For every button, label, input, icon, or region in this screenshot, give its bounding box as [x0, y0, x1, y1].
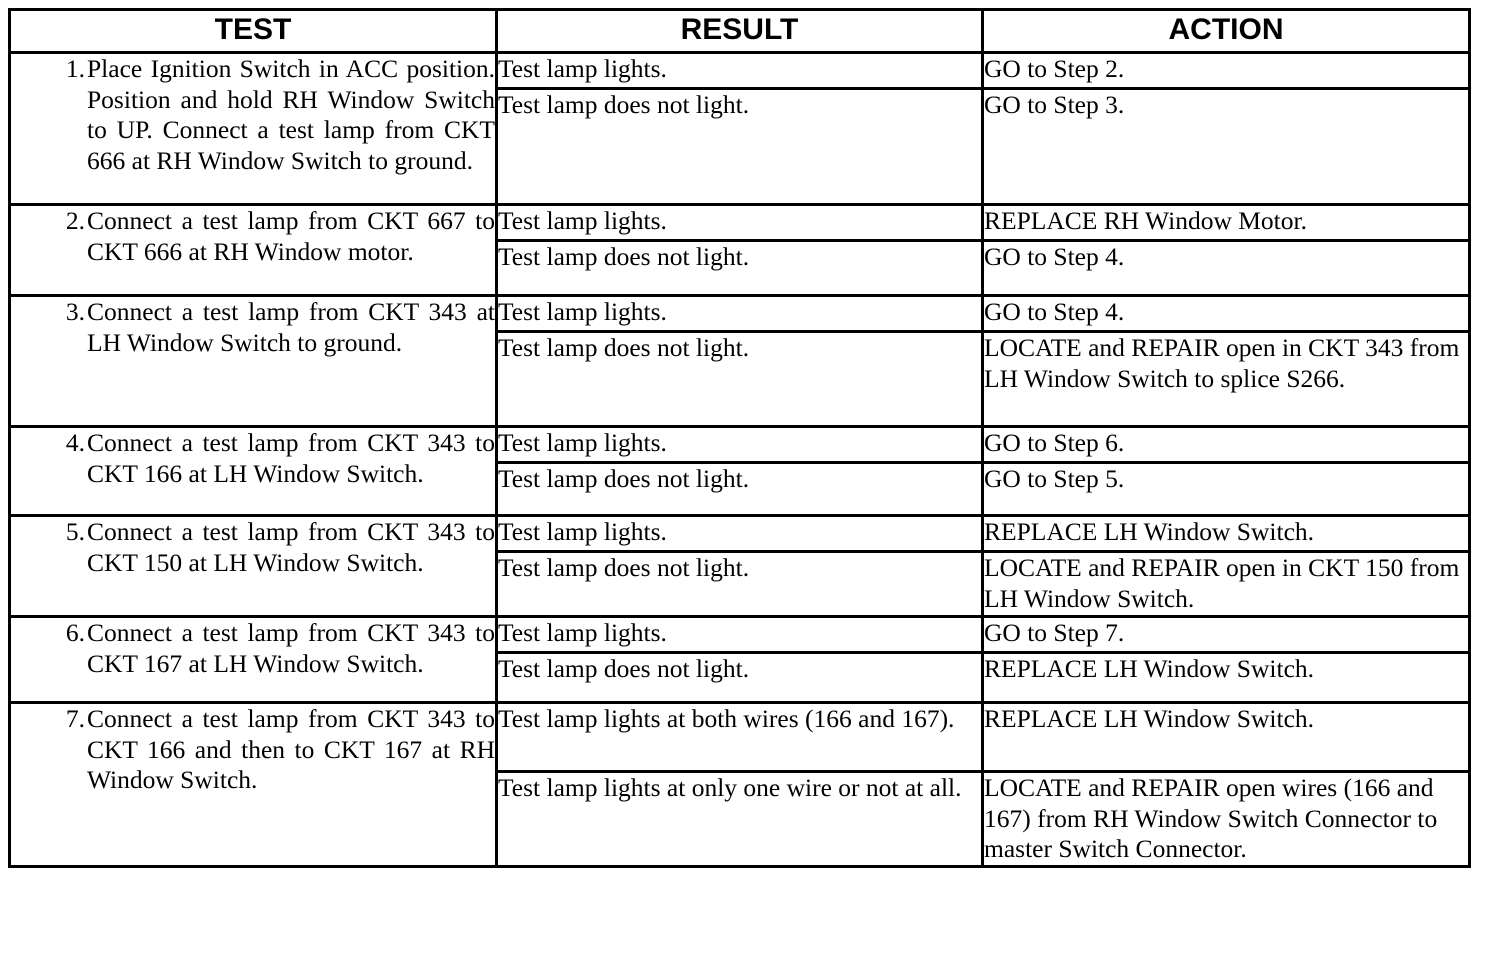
step-number: 7. — [65, 704, 85, 733]
test-cell — [10, 703, 497, 867]
result-cell: Test lamp lights at only one wire or not at all. — [497, 772, 983, 867]
test-cell — [10, 516, 497, 617]
action-cell: GO to Step 2. — [983, 53, 1470, 89]
action-cell: GO to Step 6. — [983, 427, 1470, 463]
table-row — [10, 516, 1470, 552]
action-cell: REPLACE LH Window Switch. — [983, 653, 1470, 703]
result-cell: Test lamp lights. — [497, 617, 983, 653]
result-cell: Test lamp lights at both wires (166 and 167). — [497, 703, 983, 772]
action-cell: LOCATE and REPAIR open in CKT 343 from LH Window Switch to splice S266. — [983, 332, 1470, 427]
action-cell: LOCATE and REPAIR open wires (166 and 167) from RH Window Switch Connector to master Switch Connector. — [983, 772, 1470, 867]
table-row — [10, 427, 1470, 463]
action-cell: GO to Step 5. — [983, 463, 1470, 516]
action-cell: REPLACE LH Window Switch. — [983, 516, 1470, 552]
header-result: RESULT — [497, 10, 983, 53]
action-cell: GO to Step 4. — [983, 241, 1470, 296]
test-text: Connect a test lamp from CKT 343 at LH Window Switch to ground. — [87, 297, 495, 357]
table-row — [10, 703, 1470, 772]
test-cell — [10, 617, 497, 703]
result-cell: Test lamp does not light. — [497, 552, 983, 617]
step-number: 1. — [65, 54, 85, 83]
result-cell: Test lamp does not light. — [497, 241, 983, 296]
test-cell — [10, 427, 497, 516]
diagnostic-table — [8, 8, 1471, 868]
test-text: Connect a test lamp from CKT 667 to CKT 666 at RH Window motor. — [87, 206, 495, 266]
step-number: 2. — [65, 206, 85, 235]
action-cell: REPLACE LH Window Switch. — [983, 703, 1470, 772]
result-cell: Test lamp lights. — [497, 427, 983, 463]
test-text: Place Ignition Switch in ACC position. Position and hold RH Window Switch to UP. Connect a test lamp from CKT 666 at RH Window Switch to ground. — [87, 54, 495, 175]
step-number: 3. — [65, 297, 85, 326]
table-row — [10, 53, 1470, 89]
test-text: Connect a test lamp from CKT 343 to CKT 167 at LH Window Switch. — [87, 618, 495, 678]
result-cell: Test lamp does not light. — [497, 463, 983, 516]
result-cell: Test lamp does not light. — [497, 89, 983, 205]
result-cell: Test lamp does not light. — [497, 653, 983, 703]
header-test: TEST — [10, 10, 497, 53]
table-row — [10, 617, 1470, 653]
action-cell: GO to Step 4. — [983, 296, 1470, 332]
step-number: 6. — [65, 618, 85, 647]
header-action: ACTION — [983, 10, 1470, 53]
test-cell — [10, 53, 497, 205]
test-text: Connect a test lamp from CKT 343 to CKT 166 at LH Window Switch. — [87, 428, 495, 488]
test-text: Connect a test lamp from CKT 343 to CKT 166 and then to CKT 167 at RH Window Switch. — [87, 704, 495, 794]
step-number: 5. — [65, 517, 85, 546]
result-cell: Test lamp lights. — [497, 205, 983, 241]
test-text: Connect a test lamp from CKT 343 to CKT 150 at LH Window Switch. — [87, 517, 495, 577]
step-number: 4. — [65, 428, 85, 457]
action-cell: LOCATE and REPAIR open in CKT 150 from LH Window Switch. — [983, 552, 1470, 617]
action-cell: GO to Step 3. — [983, 89, 1470, 205]
action-cell: GO to Step 7. — [983, 617, 1470, 653]
result-cell: Test lamp lights. — [497, 296, 983, 332]
result-cell: Test lamp does not light. — [497, 332, 983, 427]
result-cell: Test lamp lights. — [497, 53, 983, 89]
header-row — [10, 10, 1470, 53]
table-row — [10, 205, 1470, 241]
test-cell — [10, 296, 497, 427]
result-cell: Test lamp lights. — [497, 516, 983, 552]
action-cell: REPLACE RH Window Motor. — [983, 205, 1470, 241]
test-cell — [10, 205, 497, 296]
table-row — [10, 296, 1470, 332]
